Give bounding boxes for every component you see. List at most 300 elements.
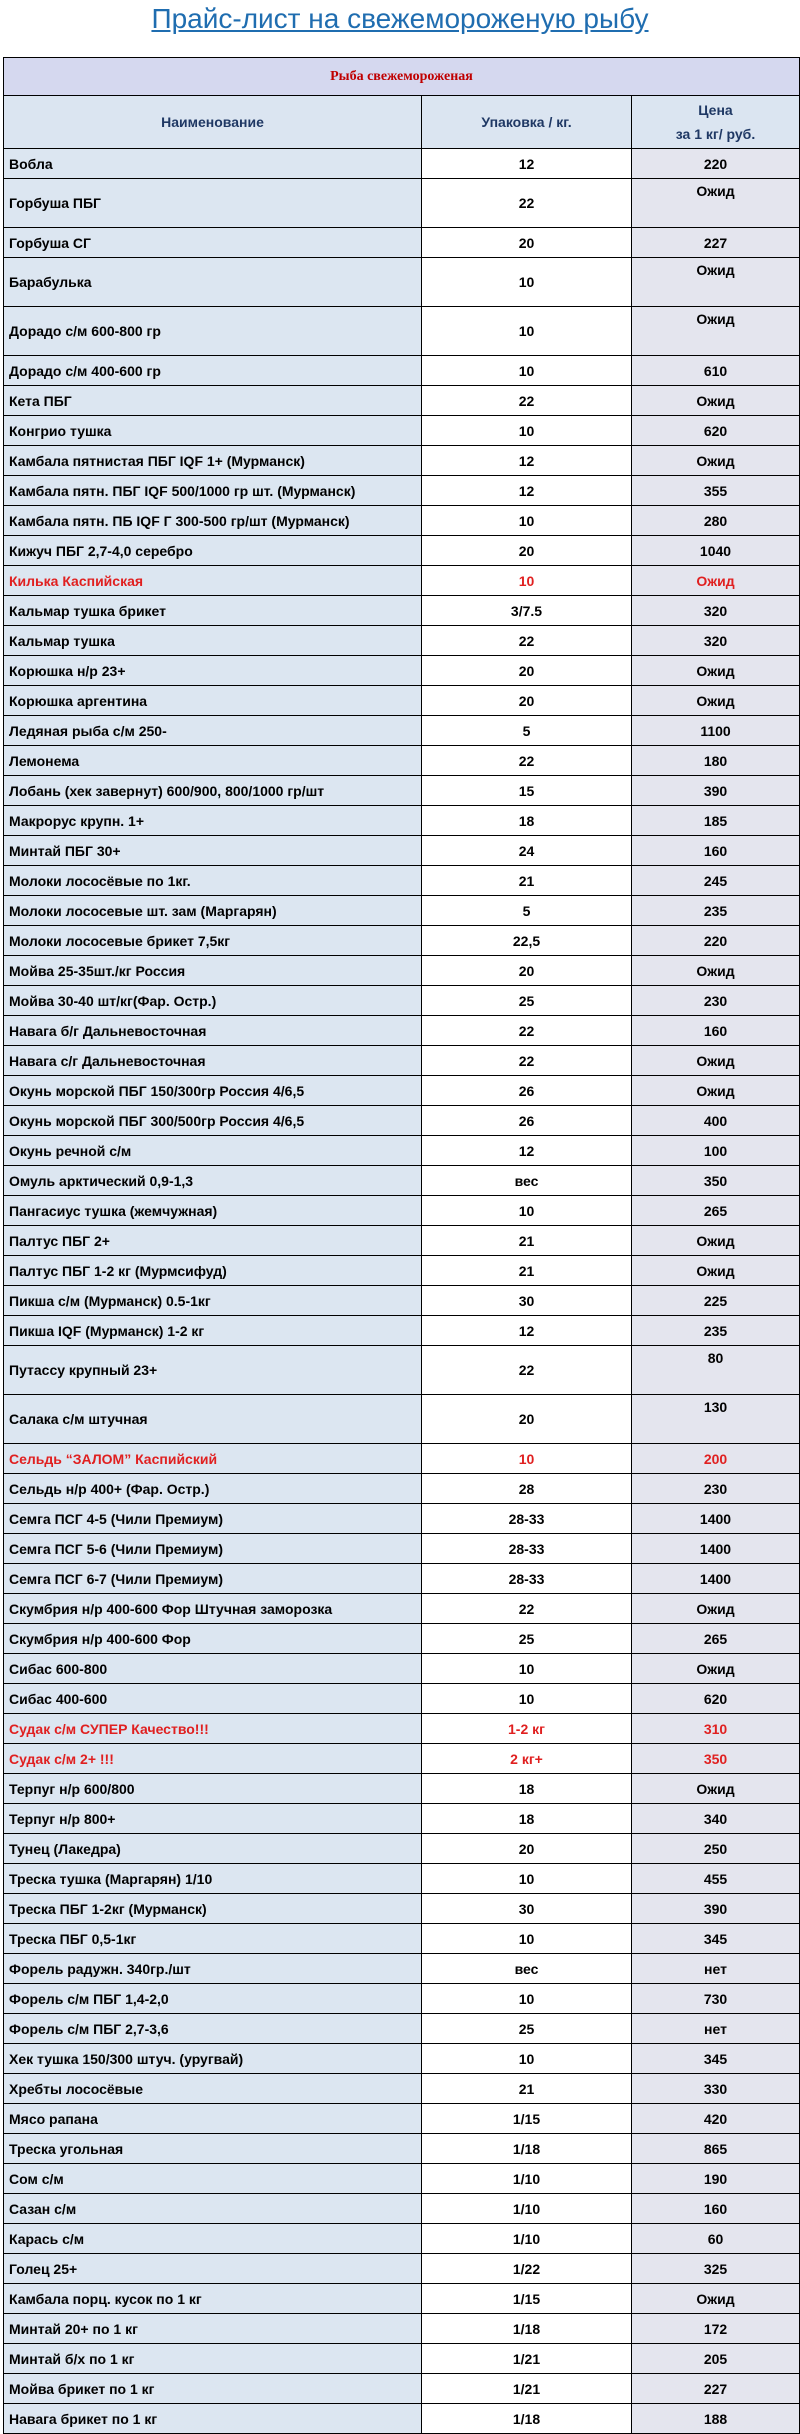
cell-pack: 26 xyxy=(422,1076,632,1106)
cell-name: Минтай 20+ по 1 кг xyxy=(4,2314,422,2344)
cell-name: Тунец (Лакедра) xyxy=(4,1834,422,1864)
cell-pack: 1/10 xyxy=(422,2164,632,2194)
table-row xyxy=(4,1286,800,1316)
cell-price: 235 xyxy=(632,896,800,926)
cell-price: 172 xyxy=(632,2314,800,2344)
cell-price: 60 xyxy=(632,2224,800,2254)
cell-price: Ожид xyxy=(632,656,800,686)
cell-name: Навага с/г Дальневосточная xyxy=(4,1046,422,1076)
cell-name: Семга ПСГ 6-7 (Чили Премиум) xyxy=(4,1564,422,1594)
cell-price: Ожид xyxy=(632,1654,800,1684)
cell-price: 230 xyxy=(632,1474,800,1504)
table-row xyxy=(4,1504,800,1534)
cell-name: Молоки лососёвые по 1кг. xyxy=(4,866,422,896)
table-row xyxy=(4,686,800,716)
cell-pack: 28-33 xyxy=(422,1564,632,1594)
cell-pack: 15 xyxy=(422,776,632,806)
cell-price: нет xyxy=(632,2014,800,2044)
cell-pack: 28 xyxy=(422,1474,632,1504)
table-row xyxy=(4,228,800,258)
cell-name: Форель с/м ПБГ 2,7-3,6 xyxy=(4,2014,422,2044)
header-pack: Упаковка / кг. xyxy=(422,96,632,149)
cell-price: 235 xyxy=(632,1316,800,1346)
table-caption: Рыба свежемороженая xyxy=(4,58,800,96)
cell-price: 227 xyxy=(632,228,800,258)
cell-name: Сибас 400-600 xyxy=(4,1684,422,1714)
cell-pack: 22 xyxy=(422,1594,632,1624)
cell-pack: 10 xyxy=(422,566,632,596)
cell-name: Палтус ПБГ 2+ xyxy=(4,1226,422,1256)
cell-pack: 10 xyxy=(422,1984,632,2014)
cell-price: 250 xyxy=(632,1834,800,1864)
cell-price: Ожид xyxy=(632,1226,800,1256)
table-row xyxy=(4,2314,800,2344)
cell-pack: 2 кг+ xyxy=(422,1744,632,1774)
cell-price: 160 xyxy=(632,2194,800,2224)
table-row xyxy=(4,1984,800,2014)
cell-pack: 22 xyxy=(422,1016,632,1046)
table-row xyxy=(4,1046,800,1076)
table-row xyxy=(4,1894,800,1924)
cell-name: Скумбрия н/р 400-600 Фор xyxy=(4,1624,422,1654)
cell-price: Ожид xyxy=(632,446,800,476)
cell-name: Судак с/м 2+ !!! xyxy=(4,1744,422,1774)
table-row xyxy=(4,2254,800,2284)
cell-price: 220 xyxy=(632,926,800,956)
cell-price: 185 xyxy=(632,806,800,836)
table-row xyxy=(4,356,800,386)
cell-pack: 12 xyxy=(422,1136,632,1166)
cell-name: Сом с/м xyxy=(4,2164,422,2194)
cell-name: Хребты лососёвые xyxy=(4,2074,422,2104)
cell-pack: 1/21 xyxy=(422,2344,632,2374)
table-row xyxy=(4,1316,800,1346)
table-row xyxy=(4,1106,800,1136)
cell-pack: 1/18 xyxy=(422,2404,632,2434)
cell-price: 455 xyxy=(632,1864,800,1894)
table-row xyxy=(4,866,800,896)
cell-price: 80 xyxy=(632,1346,800,1395)
cell-price: 350 xyxy=(632,1166,800,1196)
table-row xyxy=(4,386,800,416)
cell-price: Ожид xyxy=(632,179,800,228)
cell-pack: 10 xyxy=(422,1196,632,1226)
cell-name: Салака с/м штучная xyxy=(4,1395,422,1444)
cell-price: 225 xyxy=(632,1286,800,1316)
cell-pack: 22 xyxy=(422,1346,632,1395)
cell-pack: 21 xyxy=(422,2074,632,2104)
table-row xyxy=(4,986,800,1016)
table-row xyxy=(4,566,800,596)
cell-price: Ожид xyxy=(632,1076,800,1106)
cell-name: Сазан с/м xyxy=(4,2194,422,2224)
table-row xyxy=(4,836,800,866)
cell-name: Лемонема xyxy=(4,746,422,776)
cell-name: Лобань (хек завернут) 600/900, 800/1000 гр/шт xyxy=(4,776,422,806)
table-row xyxy=(4,2224,800,2254)
cell-price: 130 xyxy=(632,1395,800,1444)
cell-name: Сибас 600-800 xyxy=(4,1654,422,1684)
cell-price: Ожид xyxy=(632,1256,800,1286)
table-row xyxy=(4,656,800,686)
cell-price: 227 xyxy=(632,2374,800,2404)
table-row xyxy=(4,1654,800,1684)
table-row xyxy=(4,1684,800,1714)
cell-price: 190 xyxy=(632,2164,800,2194)
cell-name: Кальмар тушка брикет xyxy=(4,596,422,626)
cell-pack: 22 xyxy=(422,746,632,776)
cell-name: Мойва брикет по 1 кг xyxy=(4,2374,422,2404)
cell-pack: 1/10 xyxy=(422,2194,632,2224)
cell-pack: 12 xyxy=(422,149,632,179)
table-row xyxy=(4,1474,800,1504)
cell-price: 1100 xyxy=(632,716,800,746)
header-name: Наименование xyxy=(4,96,422,149)
cell-pack: вес xyxy=(422,1166,632,1196)
cell-name: Камбала пятн. ПБ IQF Г 300-500 гр/шт (Мурманск) xyxy=(4,506,422,536)
table-row xyxy=(4,536,800,566)
cell-name: Дорадо с/м 400-600 гр xyxy=(4,356,422,386)
cell-pack: 12 xyxy=(422,1316,632,1346)
cell-name: Молоки лососевые брикет 7,5кг xyxy=(4,926,422,956)
cell-pack: 21 xyxy=(422,866,632,896)
cell-pack: 20 xyxy=(422,686,632,716)
cell-name: Молоки лососевые шт. зам (Маргарян) xyxy=(4,896,422,926)
cell-price: Ожид xyxy=(632,566,800,596)
cell-pack: 1/22 xyxy=(422,2254,632,2284)
cell-price: Ожид xyxy=(632,386,800,416)
cell-price: 620 xyxy=(632,416,800,446)
cell-price: 280 xyxy=(632,506,800,536)
cell-price: 345 xyxy=(632,1924,800,1954)
header-price-line1: Цена xyxy=(698,102,733,118)
cell-name: Треска ПБГ 1-2кг (Мурманск) xyxy=(4,1894,422,1924)
cell-price: 265 xyxy=(632,1196,800,1226)
cell-name: Кета ПБГ xyxy=(4,386,422,416)
table-row xyxy=(4,896,800,926)
cell-price: 310 xyxy=(632,1714,800,1744)
table-row xyxy=(4,596,800,626)
table-row xyxy=(4,1804,800,1834)
cell-price: 340 xyxy=(632,1804,800,1834)
cell-pack: 10 xyxy=(422,1924,632,1954)
cell-pack: 12 xyxy=(422,476,632,506)
cell-name: Карась с/м xyxy=(4,2224,422,2254)
cell-price: Ожид xyxy=(632,307,800,356)
cell-pack: 1/18 xyxy=(422,2134,632,2164)
table-row xyxy=(4,1016,800,1046)
table-row xyxy=(4,1346,800,1395)
cell-name: Горбуша ПБГ xyxy=(4,179,422,228)
cell-name: Навага брикет по 1 кг xyxy=(4,2404,422,2434)
cell-price: Ожид xyxy=(632,258,800,307)
cell-pack: 30 xyxy=(422,1894,632,1924)
cell-price: 230 xyxy=(632,986,800,1016)
table-row xyxy=(4,506,800,536)
table-row xyxy=(4,2404,800,2434)
cell-pack: 1/10 xyxy=(422,2224,632,2254)
table-row xyxy=(4,1196,800,1226)
table-row xyxy=(4,1864,800,1894)
cell-name: Корюшка аргентина xyxy=(4,686,422,716)
table-row xyxy=(4,2134,800,2164)
cell-name: Форель радужн. 340гр./шт xyxy=(4,1954,422,1984)
cell-pack: 20 xyxy=(422,956,632,986)
table-row xyxy=(4,2104,800,2134)
cell-name: Омуль арктический 0,9-1,3 xyxy=(4,1166,422,1196)
cell-name: Килька Каспийская xyxy=(4,566,422,596)
cell-price: 865 xyxy=(632,2134,800,2164)
cell-name: Путассу крупный 23+ xyxy=(4,1346,422,1395)
cell-name: Ледяная рыба с/м 250- xyxy=(4,716,422,746)
cell-pack: 10 xyxy=(422,1444,632,1474)
cell-pack: 25 xyxy=(422,2014,632,2044)
cell-pack: 18 xyxy=(422,806,632,836)
cell-name: Сельдь н/р 400+ (Фар. Остр.) xyxy=(4,1474,422,1504)
table-row xyxy=(4,1774,800,1804)
cell-name: Кальмар тушка xyxy=(4,626,422,656)
cell-price: 390 xyxy=(632,776,800,806)
table-row xyxy=(4,1534,800,1564)
cell-name: Навага б/г Дальневосточная xyxy=(4,1016,422,1046)
price-table xyxy=(3,57,800,2434)
cell-pack: 1/15 xyxy=(422,2104,632,2134)
cell-price: 330 xyxy=(632,2074,800,2104)
cell-price: 400 xyxy=(632,1106,800,1136)
cell-price: 350 xyxy=(632,1744,800,1774)
table-row xyxy=(4,2074,800,2104)
cell-name: Конгрио тушка xyxy=(4,416,422,446)
table-row xyxy=(4,1076,800,1106)
cell-price: 345 xyxy=(632,2044,800,2074)
cell-name: Горбуша СГ xyxy=(4,228,422,258)
cell-pack: 22 xyxy=(422,386,632,416)
cell-name: Хек тушка 150/300 штуч. (уругвай) xyxy=(4,2044,422,2074)
cell-price: 160 xyxy=(632,836,800,866)
cell-pack: 5 xyxy=(422,896,632,926)
cell-name: Окунь речной с/м xyxy=(4,1136,422,1166)
cell-name: Семга ПСГ 4-5 (Чили Премиум) xyxy=(4,1504,422,1534)
cell-price: Ожид xyxy=(632,686,800,716)
cell-pack: 10 xyxy=(422,1864,632,1894)
cell-pack: 1-2 кг xyxy=(422,1714,632,1744)
cell-pack: 22 xyxy=(422,626,632,656)
table-row xyxy=(4,806,800,836)
cell-price: 200 xyxy=(632,1444,800,1474)
table-row xyxy=(4,2044,800,2074)
cell-price: 160 xyxy=(632,1016,800,1046)
cell-name: Палтус ПБГ 1-2 кг (Мурмсифуд) xyxy=(4,1256,422,1286)
cell-price: 1400 xyxy=(632,1534,800,1564)
table-row xyxy=(4,956,800,986)
table-row xyxy=(4,179,800,228)
table-row xyxy=(4,2014,800,2044)
cell-price: 325 xyxy=(632,2254,800,2284)
cell-name: Мясо рапана xyxy=(4,2104,422,2134)
cell-price: 320 xyxy=(632,596,800,626)
table-row xyxy=(4,1136,800,1166)
cell-price: 390 xyxy=(632,1894,800,1924)
cell-pack: 12 xyxy=(422,446,632,476)
table-row xyxy=(4,1624,800,1654)
cell-price: 205 xyxy=(632,2344,800,2374)
cell-pack: 18 xyxy=(422,1774,632,1804)
cell-pack: 28-33 xyxy=(422,1504,632,1534)
cell-name: Минтай б/х по 1 кг xyxy=(4,2344,422,2374)
table-row xyxy=(4,1714,800,1744)
table-row xyxy=(4,1166,800,1196)
cell-pack: 10 xyxy=(422,1684,632,1714)
cell-name: Окунь морской ПБГ 150/300гр Россия 4/6,5 xyxy=(4,1076,422,1106)
cell-price: 355 xyxy=(632,476,800,506)
cell-price: 1040 xyxy=(632,536,800,566)
cell-name: Пикша IQF (Мурманск) 1-2 кг xyxy=(4,1316,422,1346)
cell-pack: 10 xyxy=(422,506,632,536)
cell-price: Ожид xyxy=(632,956,800,986)
cell-pack: 20 xyxy=(422,1834,632,1864)
cell-price: нет xyxy=(632,1954,800,1984)
table-row xyxy=(4,626,800,656)
cell-pack: 10 xyxy=(422,2044,632,2074)
page-title: Прайс-лист на свежемороженую рыбу xyxy=(151,3,649,34)
cell-pack: 26 xyxy=(422,1106,632,1136)
cell-name: Макрорус крупн. 1+ xyxy=(4,806,422,836)
cell-pack: 3/7.5 xyxy=(422,596,632,626)
table-row xyxy=(4,476,800,506)
cell-pack: 22 xyxy=(422,1046,632,1076)
cell-pack: 25 xyxy=(422,986,632,1016)
table-row xyxy=(4,1594,800,1624)
cell-name: Вобла xyxy=(4,149,422,179)
table-row xyxy=(4,307,800,356)
table-row xyxy=(4,1744,800,1774)
cell-name: Треска ПБГ 0,5-1кг xyxy=(4,1924,422,1954)
cell-pack: 20 xyxy=(422,656,632,686)
cell-name: Треска тушка (Маргарян) 1/10 xyxy=(4,1864,422,1894)
cell-name: Терпуг н/р 800+ xyxy=(4,1804,422,1834)
cell-pack: 28-33 xyxy=(422,1534,632,1564)
cell-name: Семга ПСГ 5-6 (Чили Премиум) xyxy=(4,1534,422,1564)
table-row xyxy=(4,258,800,307)
table-row xyxy=(4,1564,800,1594)
cell-price: 1400 xyxy=(632,1504,800,1534)
cell-price: 320 xyxy=(632,626,800,656)
cell-pack: 30 xyxy=(422,1286,632,1316)
cell-price: Ожид xyxy=(632,1774,800,1804)
cell-pack: 20 xyxy=(422,536,632,566)
cell-name: Окунь морской ПБГ 300/500гр Россия 4/6,5 xyxy=(4,1106,422,1136)
table-row xyxy=(4,1834,800,1864)
cell-pack: 1/15 xyxy=(422,2284,632,2314)
cell-price: 620 xyxy=(632,1684,800,1714)
cell-price: 730 xyxy=(632,1984,800,2014)
cell-name: Камбала пятн. ПБГ IQF 500/1000 гр шт. (Мурманск) xyxy=(4,476,422,506)
table-row xyxy=(4,2164,800,2194)
cell-name: Скумбрия н/р 400-600 Фор Штучная заморозка xyxy=(4,1594,422,1624)
cell-pack: 21 xyxy=(422,1256,632,1286)
cell-name: Дорадо с/м 600-800 гр xyxy=(4,307,422,356)
cell-name: Камбала пятнистая ПБГ IQF 1+ (Мурманск) xyxy=(4,446,422,476)
cell-pack: 5 xyxy=(422,716,632,746)
cell-price: 180 xyxy=(632,746,800,776)
cell-price: 100 xyxy=(632,1136,800,1166)
cell-price: Ожид xyxy=(632,1594,800,1624)
cell-name: Форель с/м ПБГ 1,4-2,0 xyxy=(4,1984,422,2014)
cell-name: Барабулька xyxy=(4,258,422,307)
cell-price: Ожид xyxy=(632,1046,800,1076)
cell-name: Мойва 25-35шт./кг Россия xyxy=(4,956,422,986)
cell-pack: 10 xyxy=(422,356,632,386)
cell-price: 245 xyxy=(632,866,800,896)
table-row xyxy=(4,2194,800,2224)
cell-pack: 20 xyxy=(422,228,632,258)
cell-name: Кижуч ПБГ 2,7-4,0 серебро xyxy=(4,536,422,566)
cell-pack: 10 xyxy=(422,1654,632,1684)
cell-price: 188 xyxy=(632,2404,800,2434)
table-row xyxy=(4,776,800,806)
cell-pack: 10 xyxy=(422,307,632,356)
table-row xyxy=(4,716,800,746)
cell-pack: 1/18 xyxy=(422,2314,632,2344)
cell-name: Мойва 30-40 шт/кг(Фар. Остр.) xyxy=(4,986,422,1016)
cell-price: 220 xyxy=(632,149,800,179)
table-row xyxy=(4,1226,800,1256)
cell-price: 610 xyxy=(632,356,800,386)
cell-name: Минтай ПБГ 30+ xyxy=(4,836,422,866)
cell-pack: 24 xyxy=(422,836,632,866)
cell-price: 420 xyxy=(632,2104,800,2134)
cell-pack: 10 xyxy=(422,416,632,446)
cell-pack: 10 xyxy=(422,258,632,307)
cell-pack: 22,5 xyxy=(422,926,632,956)
table-row xyxy=(4,1954,800,1984)
cell-name: Камбала порц. кусок по 1 кг xyxy=(4,2284,422,2314)
table-row xyxy=(4,2344,800,2374)
cell-pack: 22 xyxy=(422,179,632,228)
cell-pack: 18 xyxy=(422,1804,632,1834)
cell-name: Треска угольная xyxy=(4,2134,422,2164)
cell-price: 265 xyxy=(632,1624,800,1654)
header-price xyxy=(632,96,800,149)
cell-pack: 1/21 xyxy=(422,2374,632,2404)
cell-pack: 20 xyxy=(422,1395,632,1444)
cell-name: Терпуг н/р 600/800 xyxy=(4,1774,422,1804)
header-price-line2: за 1 кг/ руб. xyxy=(675,126,756,142)
table-row xyxy=(4,1395,800,1444)
table-row xyxy=(4,2284,800,2314)
cell-name: Судак с/м СУПЕР Качество!!! xyxy=(4,1714,422,1744)
table-row xyxy=(4,926,800,956)
cell-pack: 25 xyxy=(422,1624,632,1654)
table-row xyxy=(4,1444,800,1474)
cell-pack: 21 xyxy=(422,1226,632,1256)
table-row xyxy=(4,149,800,179)
table-row xyxy=(4,746,800,776)
cell-pack: вес xyxy=(422,1954,632,1984)
table-row xyxy=(4,416,800,446)
table-row xyxy=(4,1924,800,1954)
table-row xyxy=(4,1256,800,1286)
cell-name: Пангасиус тушка (жемчужная) xyxy=(4,1196,422,1226)
cell-name: Корюшка н/р 23+ xyxy=(4,656,422,686)
table-caption-row xyxy=(4,58,800,96)
cell-name: Сельдь “ЗАЛОМ” Каспийский xyxy=(4,1444,422,1474)
cell-name: Пикша с/м (Мурманск) 0.5-1кг xyxy=(4,1286,422,1316)
cell-price: 1400 xyxy=(632,1564,800,1594)
cell-name: Голец 25+ xyxy=(4,2254,422,2284)
table-row xyxy=(4,446,800,476)
cell-price: Ожид xyxy=(632,2284,800,2314)
